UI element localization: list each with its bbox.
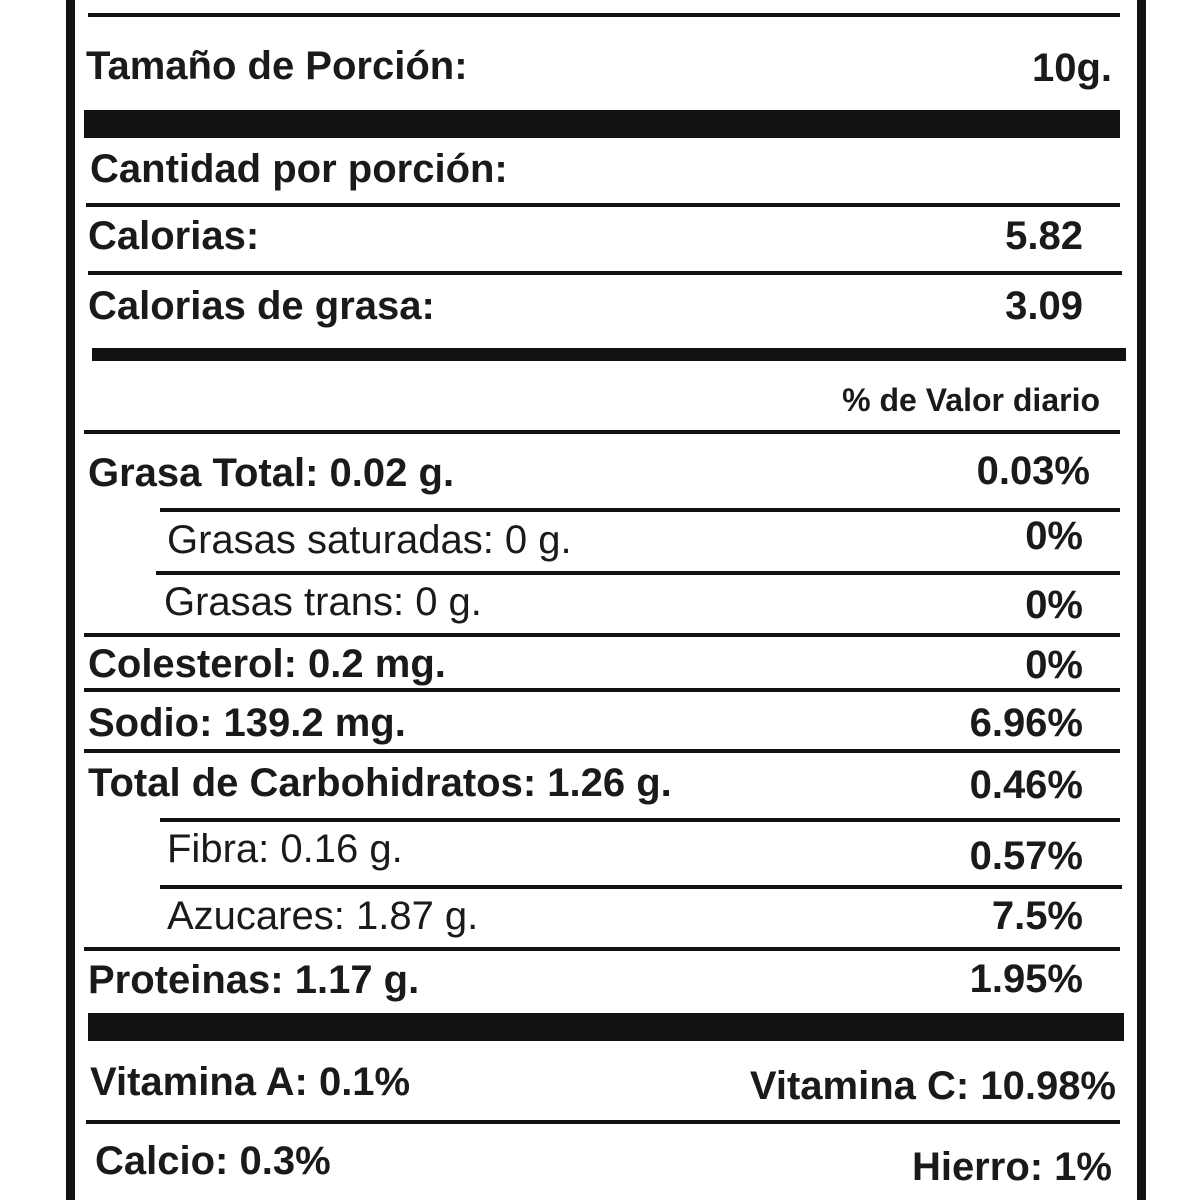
nutrient-protein-label: Proteinas: 1.17 g. bbox=[88, 958, 420, 1002]
nutrient-protein-dv: 1.95% bbox=[969, 957, 1083, 1001]
nutrient-saturated-fat-label: Grasas saturadas: 0 g. bbox=[167, 518, 572, 562]
nutrient-cholesterol-dv: 0% bbox=[1025, 643, 1083, 687]
rule-trans-fat bbox=[84, 633, 1120, 637]
nutrient-fiber-dv: 0.57% bbox=[969, 834, 1083, 878]
calcium: Calcio: 0.3% bbox=[95, 1139, 331, 1183]
per-serving-label: Cantidad por porción: bbox=[90, 147, 508, 191]
nutrient-sugars-dv: 7.5% bbox=[991, 894, 1083, 938]
label-right-border bbox=[1137, 0, 1146, 1200]
rule-sugars bbox=[84, 947, 1120, 951]
vitamin-c: Vitamina C: 10.98% bbox=[749, 1064, 1116, 1108]
rule-cholesterol bbox=[84, 688, 1120, 692]
nutrient-total-fat-dv: 0.03% bbox=[976, 449, 1090, 493]
nutrient-sugars-label: Azucares: 1.87 g. bbox=[167, 894, 479, 938]
fat-calories-label: Calorias de grasa: bbox=[88, 284, 435, 328]
nutrient-cholesterol-label: Colesterol: 0.2 mg. bbox=[88, 642, 446, 686]
nutrient-fiber-label: Fibra: 0.16 g. bbox=[167, 827, 403, 871]
thick-rule-calories bbox=[92, 348, 1126, 361]
nutrient-saturated-fat-dv: 0% bbox=[1025, 514, 1083, 558]
thick-rule-serving bbox=[84, 110, 1120, 138]
thick-rule-nutrients bbox=[88, 1013, 1124, 1041]
rule-per-serving bbox=[86, 203, 1120, 207]
vitamin-a: Vitamina A: 0.1% bbox=[90, 1060, 411, 1104]
nutrient-sodium-dv: 6.96% bbox=[969, 701, 1083, 745]
rule-calories bbox=[88, 271, 1122, 275]
nutrient-trans-fat-label: Grasas trans: 0 g. bbox=[164, 580, 482, 624]
calories-value: 5.82 bbox=[1005, 214, 1083, 258]
rule-fiber bbox=[160, 885, 1122, 889]
nutrient-trans-fat-dv: 0% bbox=[1025, 583, 1083, 627]
calories-label: Calorias: bbox=[88, 214, 260, 258]
top-rule bbox=[88, 13, 1120, 17]
fat-calories-value: 3.09 bbox=[1005, 284, 1083, 328]
iron: Hierro: 1% bbox=[911, 1145, 1112, 1189]
nutrient-sodium-label: Sodio: 139.2 mg. bbox=[88, 701, 406, 745]
rule-carbohydrates bbox=[160, 818, 1120, 822]
nutrient-carbohydrates-dv: 0.46% bbox=[969, 763, 1083, 807]
rule-saturated-fat bbox=[156, 571, 1120, 575]
rule-dv-header bbox=[84, 430, 1120, 434]
rule-sodium bbox=[84, 749, 1120, 753]
label-left-border bbox=[66, 0, 75, 1200]
serving-size-value: 10g. bbox=[1031, 46, 1112, 90]
rule-vitamins bbox=[86, 1120, 1120, 1124]
rule-total-fat bbox=[160, 508, 1120, 512]
nutrient-carbohydrates-label: Total de Carbohidratos: 1.26 g. bbox=[88, 761, 672, 805]
nutrient-total-fat-label: Grasa Total: 0.02 g. bbox=[88, 451, 455, 495]
daily-value-header: % de Valor diario bbox=[842, 382, 1100, 418]
serving-size-label: Tamaño de Porción: bbox=[86, 44, 468, 88]
